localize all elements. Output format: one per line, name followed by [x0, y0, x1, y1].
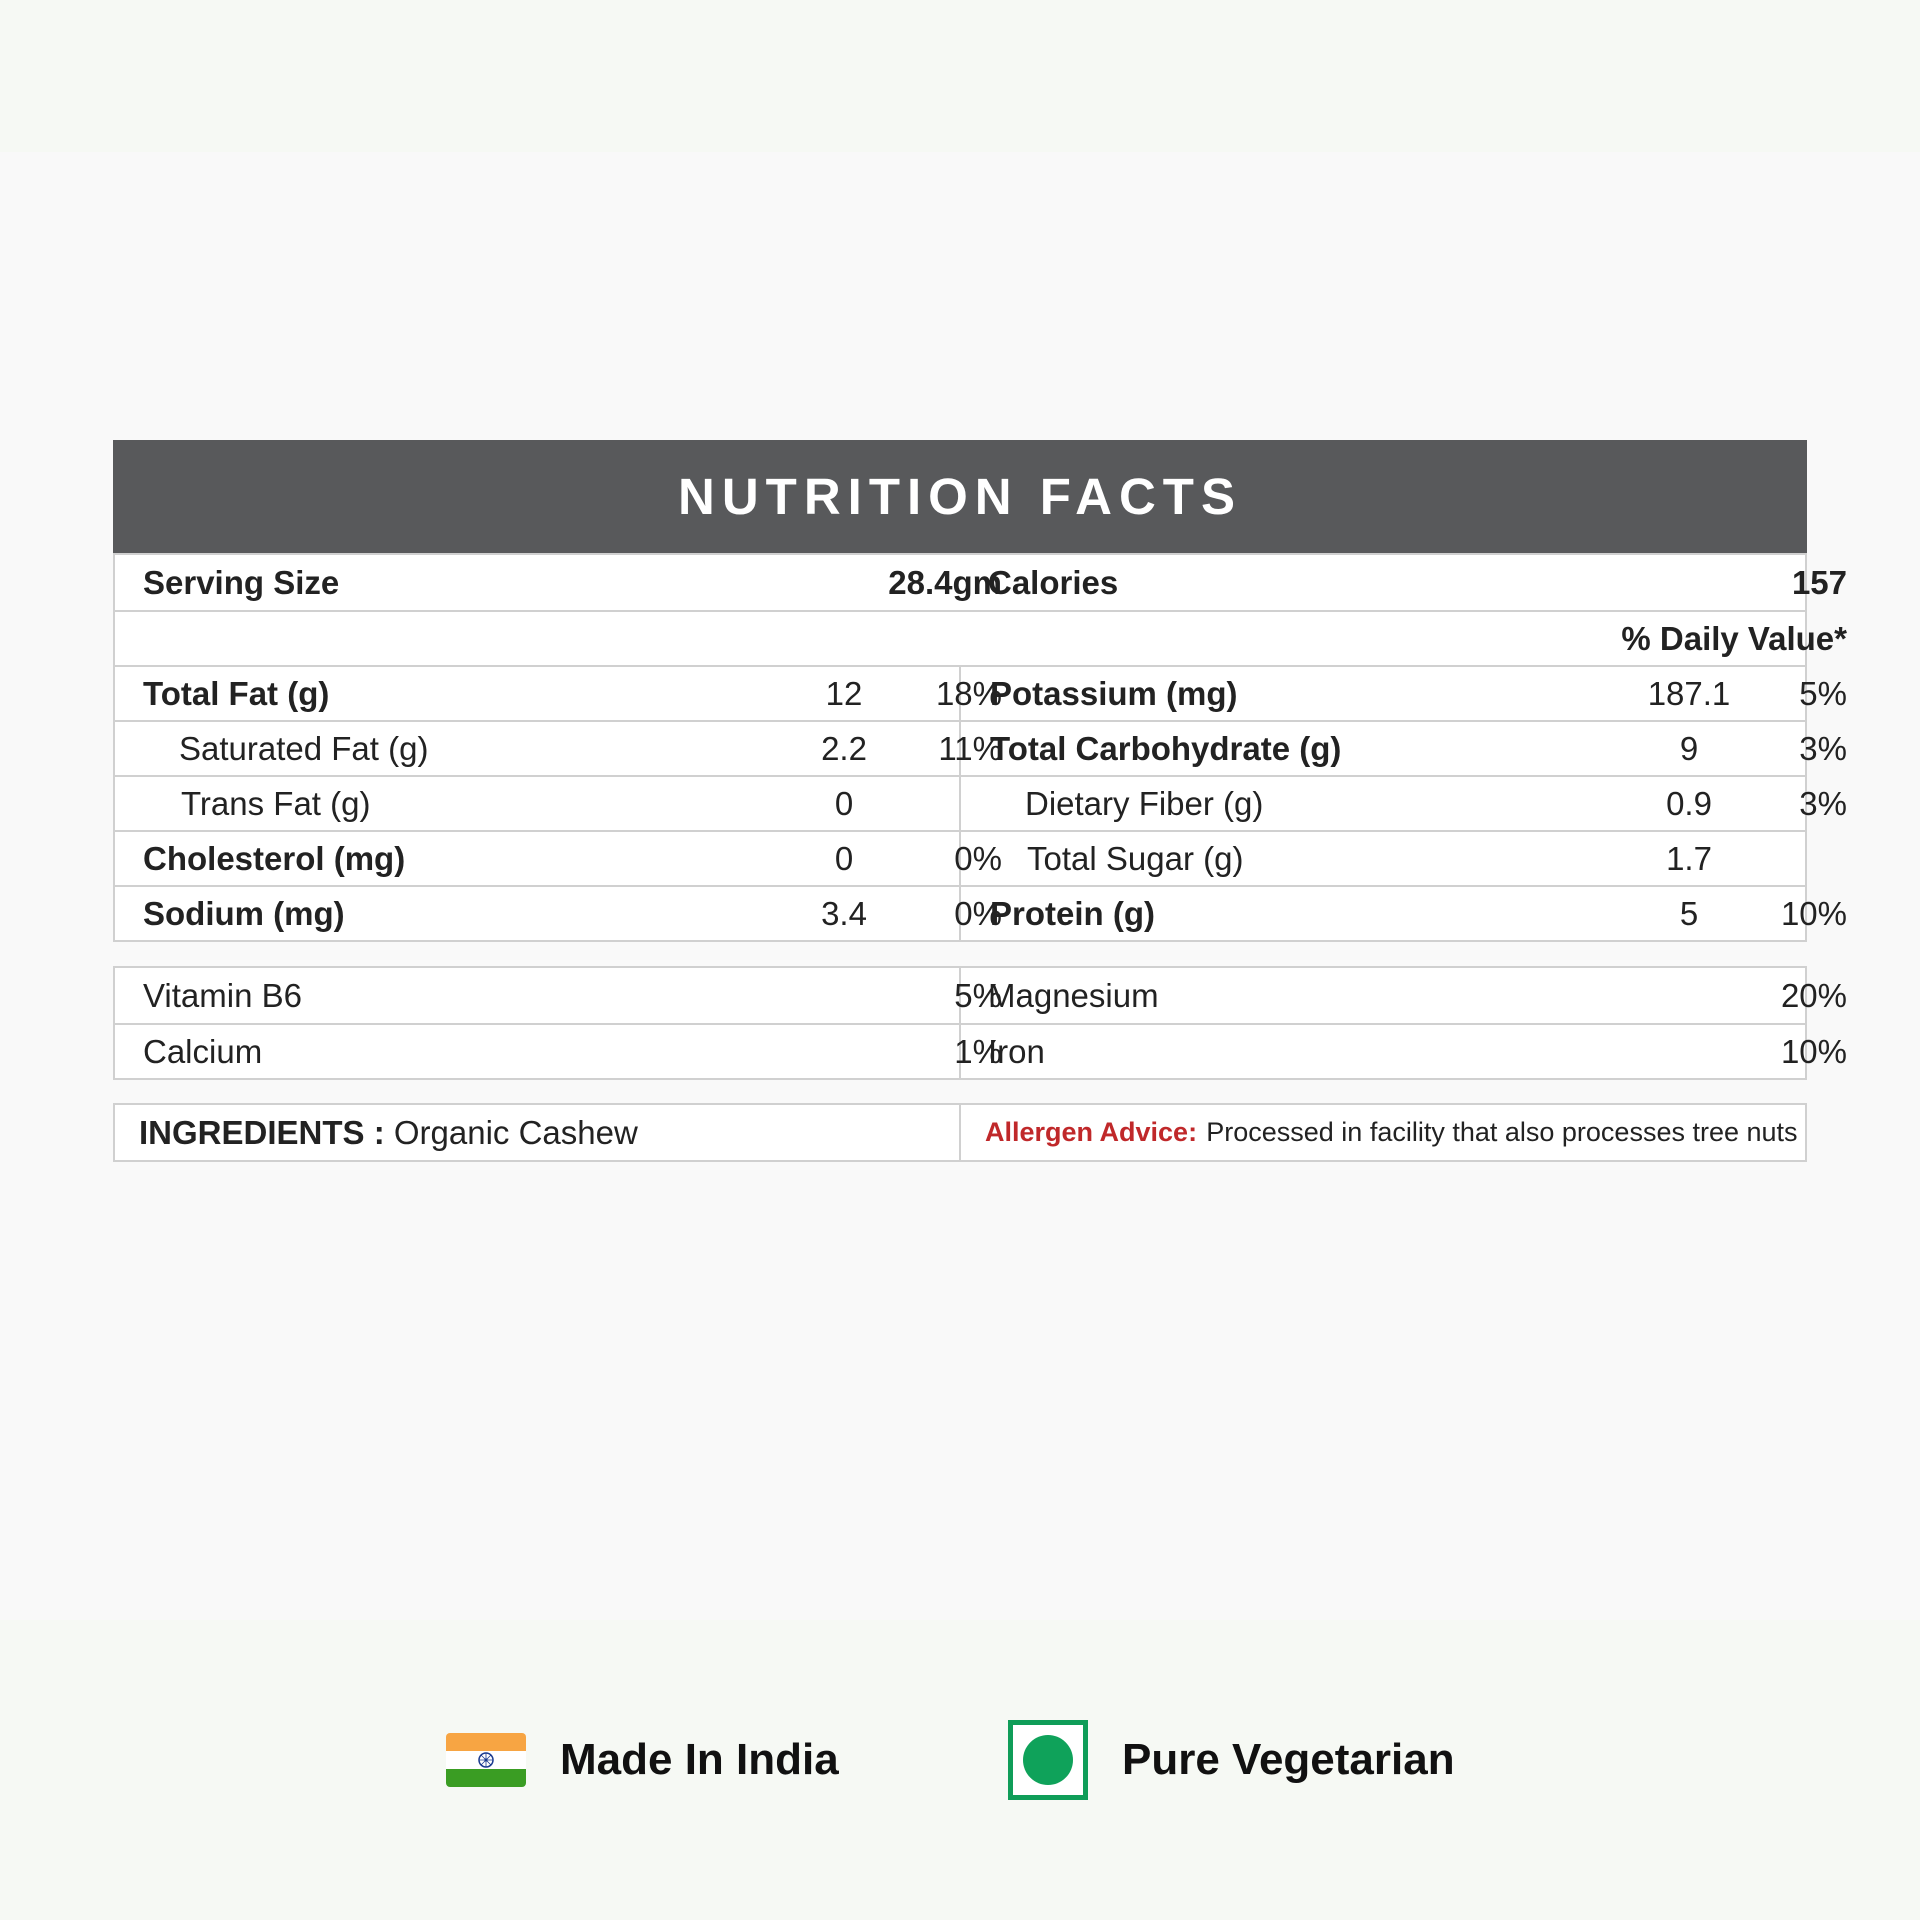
nutrient-dv: 18%: [935, 674, 1002, 712]
top-background-band: [0, 0, 1920, 152]
nutrient-dv: 5%: [1799, 674, 1847, 712]
nutrient-label: Cholesterol (mg): [143, 839, 406, 877]
bottom-background-band: [0, 1620, 1920, 1920]
nutrient-label: Total Fat (g): [143, 674, 330, 712]
nutrient-amount: 2.2: [821, 729, 867, 767]
nutrient-dv: 0%: [954, 839, 1002, 877]
nutrient-amount: 187.1: [1647, 674, 1731, 712]
made-in-india-text: Made In India: [560, 1735, 839, 1784]
allergen-advice: [985, 1105, 1798, 1160]
allergen-text: Processed in facility that also processes tree nuts: [1206, 1117, 1798, 1147]
vitamins-table: [113, 966, 1847, 1080]
allergen-label: Allergen Advice:: [985, 1117, 1198, 1147]
ingredients-table: [113, 1103, 1807, 1162]
nutrient-dv: 10%: [1780, 894, 1847, 932]
serving-size-label: Serving Size: [143, 563, 340, 601]
vitamin-label: Vitamin B6: [143, 976, 302, 1014]
calories-label: Calories: [988, 563, 1119, 601]
nutrient-dv: 11%: [938, 729, 1002, 767]
nutrient-label: Trans Fat (g): [181, 784, 371, 822]
nutrient-label: Sodium (mg): [143, 894, 345, 932]
nutrient-dv: 3%: [1799, 729, 1847, 767]
vitamin-label: Magnesium: [988, 976, 1159, 1014]
vitamin-dv: 20%: [1780, 976, 1847, 1014]
nutrient-amount: 9: [1679, 729, 1699, 767]
nutrition-table: [113, 553, 1847, 942]
serving-size-value: 28.4gm: [888, 563, 1002, 601]
ingredients-row: [115, 1105, 1805, 1160]
vitamin-dv: 5%: [954, 976, 1002, 1014]
vitamin-label: Calcium: [143, 1032, 263, 1070]
ingredients-value: Organic Cashew: [393, 1113, 638, 1151]
nutrient-row: [115, 720, 1847, 775]
nutrient-amount: 0.9: [1666, 784, 1712, 822]
calories-value: 157: [1791, 563, 1847, 601]
nutrient-amount: 5: [1679, 894, 1699, 932]
nutrient-dv: [875, 777, 1002, 830]
nutrient-dv: 0%: [954, 894, 1002, 932]
nutrient-amount: 12: [825, 674, 863, 712]
ingredients-text: [139, 1105, 638, 1160]
ingredients-label: INGREDIENTS :: [139, 1113, 385, 1151]
nutrient-label: Potassium (mg): [990, 674, 1238, 712]
nutrient-row: [115, 885, 1847, 940]
nutrient-label: Saturated Fat (g): [179, 729, 429, 767]
vitamin-dv: 1%: [954, 1032, 1002, 1070]
nutrient-label: Total Carbohydrate (g): [990, 729, 1342, 767]
vitamin-label: Iron: [988, 1032, 1045, 1070]
nutrient-dv: [1715, 832, 1847, 885]
nutrient-label: Dietary Fiber (g): [1025, 784, 1264, 822]
made-in-india-badge: [446, 1718, 839, 1802]
nutrient-dv: 3%: [1799, 784, 1847, 822]
india-flag-icon: [446, 1733, 526, 1787]
daily-value-row: [115, 610, 1847, 665]
nutrition-facts-title: NUTRITION FACTS: [113, 440, 1807, 553]
daily-value-header: % Daily Value*: [1621, 619, 1847, 657]
nutrient-row: [115, 830, 1805, 885]
pure-vegetarian-text: Pure Vegetarian: [1122, 1735, 1455, 1784]
veg-symbol-icon: [1008, 1720, 1088, 1800]
serving-row: [115, 555, 1847, 610]
vitamin-row: [115, 1023, 1847, 1078]
nutrient-amount: 0: [834, 784, 854, 822]
vitamin-row: [115, 968, 1847, 1023]
nutrient-amount: 1.7: [1666, 839, 1712, 877]
nutrient-row: [115, 775, 1847, 830]
pure-vegetarian-badge: [1008, 1718, 1455, 1802]
nutrient-label: Total Sugar (g): [1027, 839, 1244, 877]
nutrient-label: Protein (g): [990, 894, 1155, 932]
nutrient-amount: 3.4: [821, 894, 867, 932]
vitamin-dv: 10%: [1780, 1032, 1847, 1070]
nutrient-row: [115, 665, 1847, 720]
nutrient-amount: 0: [834, 839, 854, 877]
